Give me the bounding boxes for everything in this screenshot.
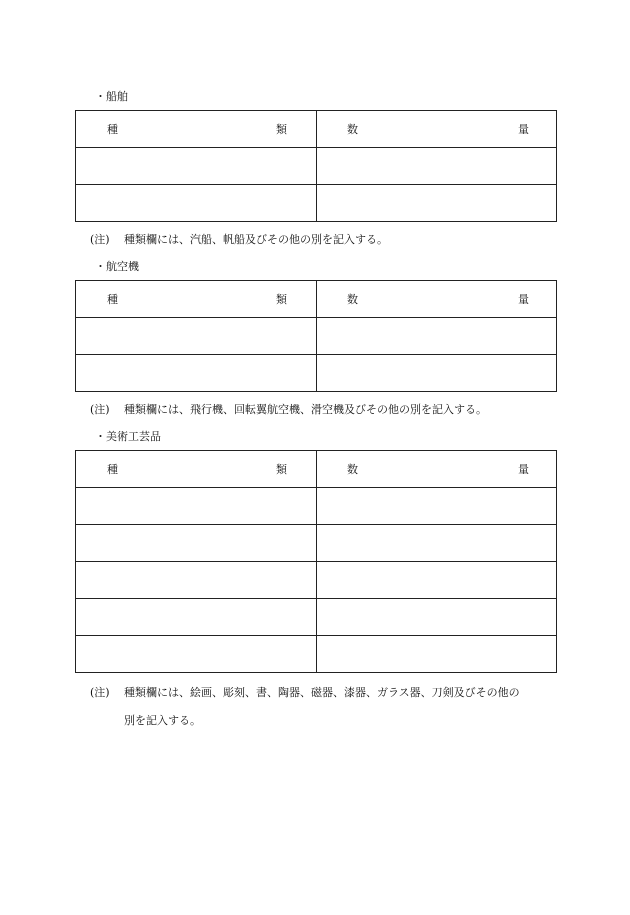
quantity-cell: [317, 148, 557, 185]
table-row: [76, 148, 557, 185]
table-row: [76, 318, 557, 355]
table-row: [76, 562, 557, 599]
aircraft-note: [90, 403, 487, 417]
quantity-input[interactable]: [317, 318, 556, 354]
kind-input[interactable]: [76, 562, 316, 598]
quantity-cell: [317, 599, 557, 636]
quantity-header-cell: [317, 451, 557, 488]
kind-cell: [76, 488, 317, 525]
table-row: [76, 355, 557, 392]
kind-cell: [76, 525, 317, 562]
ships-table: [75, 110, 557, 222]
table-row: [76, 525, 557, 562]
table-row: [76, 599, 557, 636]
note-tag: (注): [90, 233, 110, 246]
kind-input[interactable]: [76, 599, 316, 635]
kind-input[interactable]: [76, 355, 316, 391]
quantity-cell: [317, 355, 557, 392]
kind-header-char: 類: [276, 463, 287, 476]
table-header-row: [76, 281, 557, 318]
quantity-input[interactable]: [317, 185, 556, 221]
quantity-input[interactable]: [317, 148, 556, 184]
quantity-header-char: 量: [518, 293, 529, 306]
art-crafts-table: [75, 450, 557, 673]
note-tag: (注): [90, 686, 110, 699]
aircraft-table: [75, 280, 557, 392]
art-crafts-note: [90, 686, 520, 700]
kind-cell: [76, 599, 317, 636]
ships-note: [90, 233, 388, 247]
kind-header-cell: [76, 281, 317, 318]
kind-header-char: 種: [107, 293, 118, 306]
quantity-header-char: 量: [518, 123, 529, 136]
quantity-header-char: 量: [518, 463, 529, 476]
quantity-input[interactable]: [317, 636, 556, 672]
table-header-row: [76, 451, 557, 488]
quantity-header-cell: [317, 281, 557, 318]
table-row: [76, 488, 557, 525]
quantity-cell: [317, 562, 557, 599]
kind-input[interactable]: [76, 488, 316, 524]
quantity-cell: [317, 318, 557, 355]
quantity-input[interactable]: [317, 525, 556, 561]
quantity-input[interactable]: [317, 562, 556, 598]
kind-header-char: 種: [107, 123, 118, 136]
note-text: 種類欄には、汽船、帆船及びその他の別を記入する。: [124, 233, 388, 246]
kind-input[interactable]: [76, 185, 316, 221]
quantity-header-char: 数: [347, 123, 358, 136]
table-header-row: [76, 111, 557, 148]
art-crafts-note-continued: 別を記入する。: [124, 714, 201, 727]
note-text: 種類欄には、絵画、彫刻、書、陶器、磁器、漆器、ガラス器、刀剣及びその他の: [124, 686, 520, 699]
quantity-cell: [317, 488, 557, 525]
kind-input[interactable]: [76, 318, 316, 354]
kind-input[interactable]: [76, 148, 316, 184]
quantity-header-char: 数: [347, 463, 358, 476]
kind-input[interactable]: [76, 636, 316, 672]
kind-cell: [76, 562, 317, 599]
kind-input[interactable]: [76, 525, 316, 561]
note-text: 種類欄には、飛行機、回転翼航空機、滑空機及びその他の別を記入する。: [124, 403, 487, 416]
kind-cell: [76, 318, 317, 355]
table-row: [76, 636, 557, 673]
section-heading-art-crafts: ・美術工芸品: [95, 430, 161, 443]
kind-cell: [76, 185, 317, 222]
table-row: [76, 185, 557, 222]
kind-header-char: 類: [276, 293, 287, 306]
kind-cell: [76, 355, 317, 392]
quantity-cell: [317, 185, 557, 222]
kind-header-cell: [76, 451, 317, 488]
quantity-input[interactable]: [317, 488, 556, 524]
quantity-header-cell: [317, 111, 557, 148]
kind-header-char: 種: [107, 463, 118, 476]
kind-header-char: 類: [276, 123, 287, 136]
quantity-cell: [317, 636, 557, 673]
note-tag: (注): [90, 403, 110, 416]
kind-cell: [76, 636, 317, 673]
quantity-input[interactable]: [317, 355, 556, 391]
kind-cell: [76, 148, 317, 185]
quantity-cell: [317, 525, 557, 562]
section-heading-ships: ・船舶: [95, 90, 128, 103]
kind-header-cell: [76, 111, 317, 148]
section-heading-aircraft: ・航空機: [95, 260, 139, 273]
quantity-header-char: 数: [347, 293, 358, 306]
quantity-input[interactable]: [317, 599, 556, 635]
